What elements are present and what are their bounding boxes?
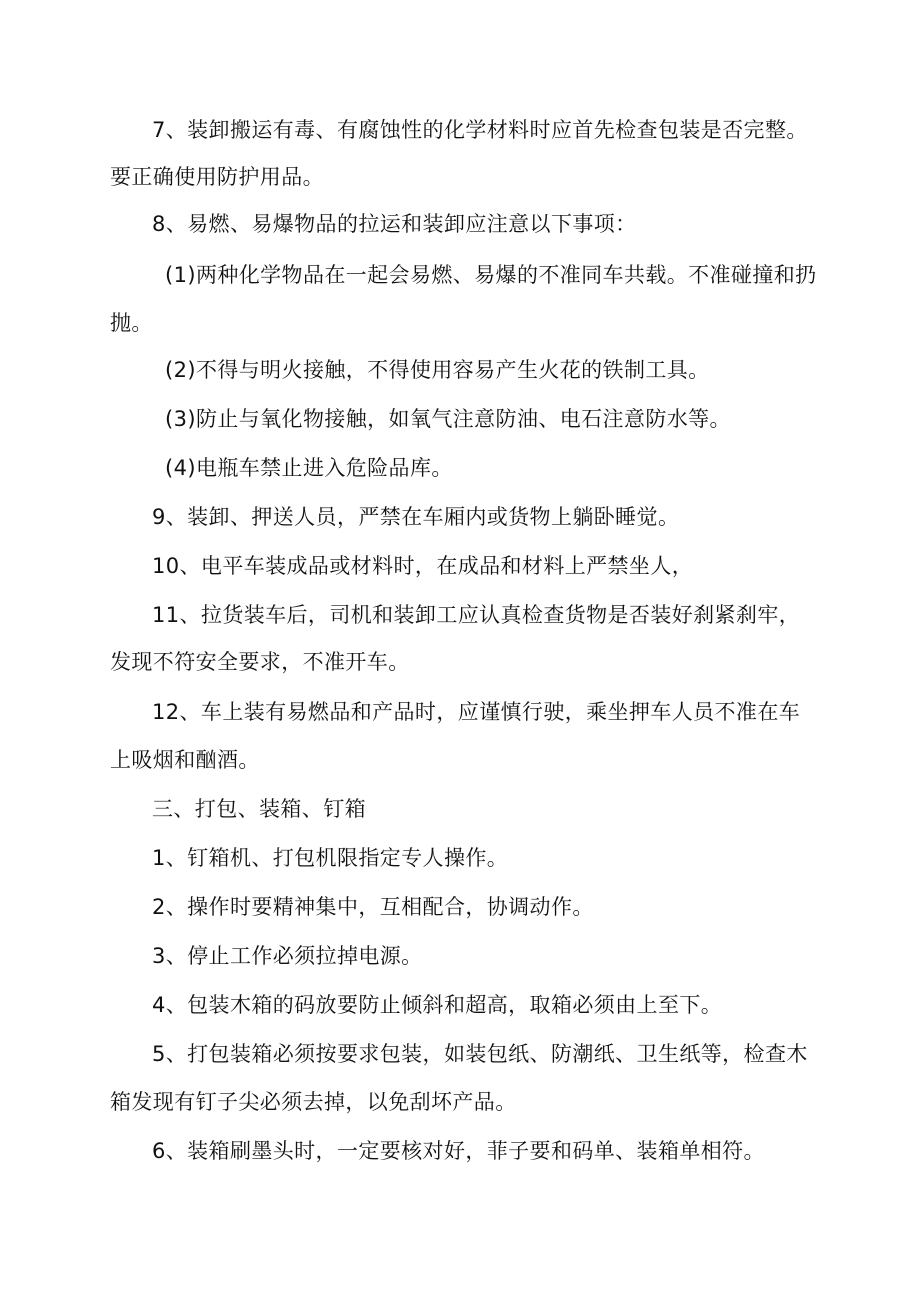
paragraph-line: (1)两种化学物品在一起会易燃、易爆的不准同车共载。不准碰撞和扔 <box>165 263 817 287</box>
paragraph-line: 2、操作时要精神集中，互相配合，协调动作。 <box>152 895 594 919</box>
section-heading: 三、打包、装箱、钉箱 <box>152 797 366 821</box>
paragraph-line: (4)电瓶车禁止进入危险品库。 <box>165 456 453 480</box>
paragraph-line: 发现不符安全要求，不准开车。 <box>110 650 410 674</box>
paragraph-line: 箱发现有钉子尖必须去掉，以免刮坏产品。 <box>110 1090 517 1114</box>
paragraph-line: 12、车上装有易燃品和产品时，应谨慎行驶，乘坐押车人员不准在车 <box>152 700 801 724</box>
paragraph-line: 5、打包装箱必须按要求包装，如装包纸、防潮纸、卫生纸等，检查木 <box>152 1042 808 1066</box>
paragraph-line: 抛。 <box>110 311 153 335</box>
paragraph-line: (2)不得与明火接触，不得使用容易产生火花的铁制工具。 <box>165 358 710 382</box>
paragraph-line: 8、易燃、易爆物品的拉运和装卸应注意以下事项： <box>152 212 637 236</box>
paragraph-line: 11、拉货装车后，司机和装卸工应认真检查货物是否装好刹紧刹牢， <box>152 603 801 627</box>
paragraph-line: 3、停止工作必须拉掉电源。 <box>152 944 423 968</box>
paragraph-line: 1、钉箱机、打包机限指定专人操作。 <box>152 846 509 870</box>
paragraph-line: 4、包装木箱的码放要防止倾斜和超高，取箱必须由上至下。 <box>152 993 723 1017</box>
paragraph-line: 7、装卸搬运有毒、有腐蚀性的化学材料时应首先检查包装是否完整。 <box>152 118 808 142</box>
paragraph-line: 9、装卸、押送人员，严禁在车厢内或货物上躺卧睡觉。 <box>152 505 680 529</box>
paragraph-line: 上吸烟和酗酒。 <box>110 748 260 772</box>
paragraph-line: 10、电平车装成品或材料时，在成品和材料上严禁坐人， <box>152 554 694 578</box>
paragraph-line: 6、装箱刷墨头时，一定要核对好，菲子要和码单、装箱单相符。 <box>152 1139 765 1163</box>
paragraph-line: 要正确使用防护用品。 <box>110 165 324 189</box>
paragraph-line: (3)防止与氧化物接触，如氧气注意防油、电石注意防水等。 <box>165 407 731 431</box>
